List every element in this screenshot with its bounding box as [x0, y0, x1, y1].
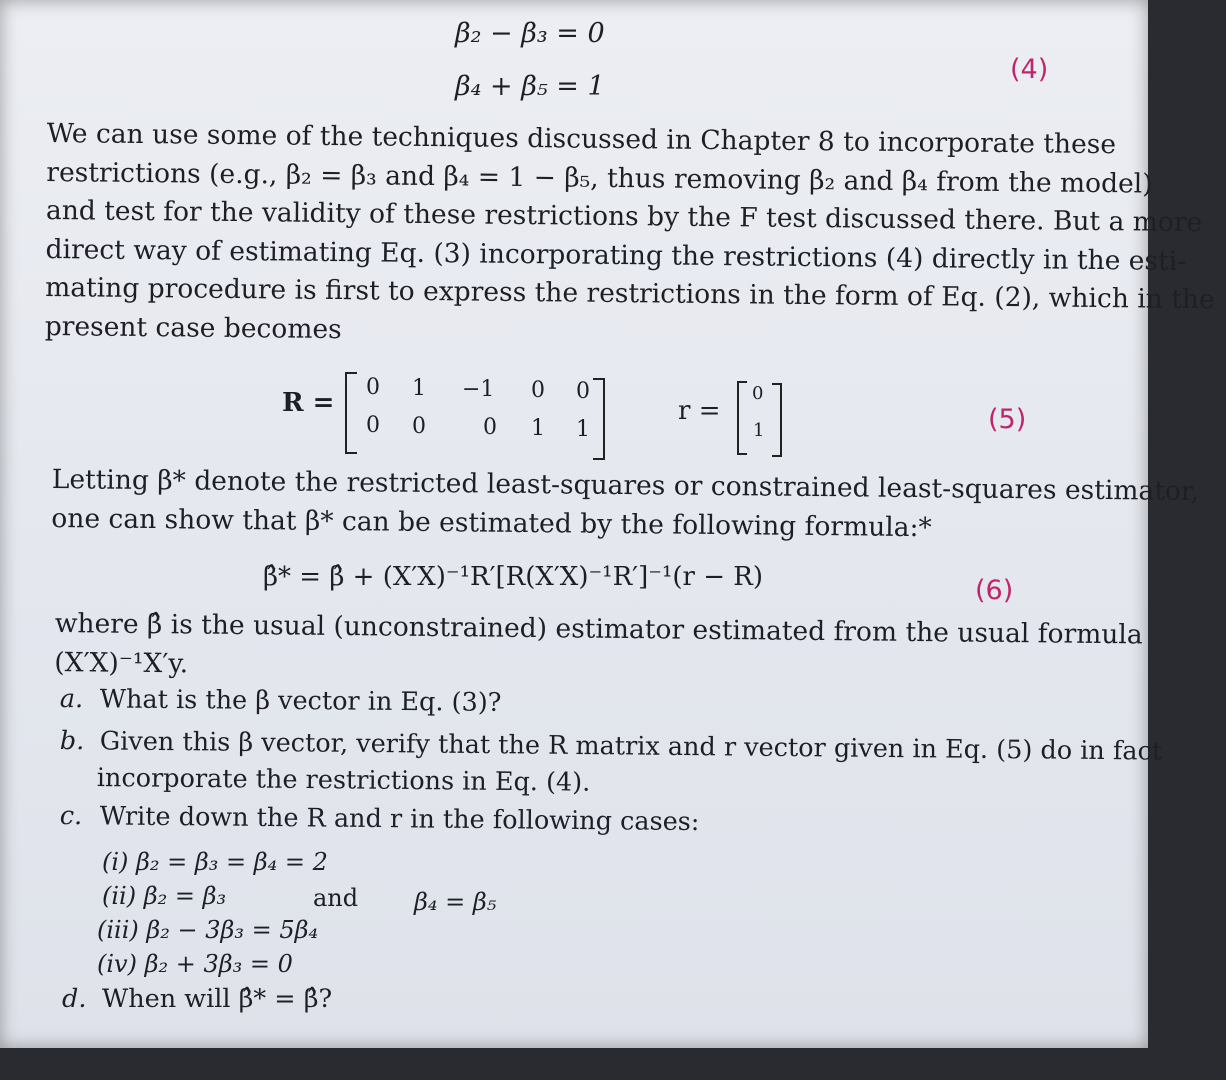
case-ii-and: and [313, 884, 359, 912]
case-ii-right: β₄ = β₅ [414, 888, 497, 916]
equation-number-5: (5) [988, 404, 1027, 435]
paragraph-estimator [51, 461, 1200, 549]
paragraph-line: direct way of estimating Eq. (3) incorporating the restrictions (4) directly in the esti- [45, 233, 1187, 277]
question-letter: d. [62, 984, 87, 1014]
matrix-cell: 0 [483, 415, 497, 440]
paragraph-line: where β̂ is the usual (unconstrained) estimator estimated from the usual formula [54, 607, 1143, 651]
question-letter: b. [59, 726, 85, 757]
case-i: (i) β₂ = β₃ = β₄ = 2 [102, 848, 328, 876]
case-iii: (iii) β₂ − 3β₃ = 5β₄ [97, 916, 319, 944]
paragraph-line: present case becomes [44, 310, 342, 345]
question-text: When will β̂* = β̂? [102, 984, 333, 1014]
matrix-cell: 0 [366, 413, 380, 438]
paragraph-line: mating procedure is first to express the restrictions in the form of Eq. (2), which in the [45, 271, 1215, 316]
question-d [62, 984, 332, 1014]
paragraph-line: Letting β* denote the restricted least-squares or constrained least-squares estimator, [51, 463, 1200, 508]
paragraph-line: (X′X)⁻¹X′y. [54, 646, 189, 679]
question-letter: a. [59, 684, 84, 715]
case-iv: (iv) β₂ + 3β₃ = 0 [97, 950, 293, 978]
matrix-cell: 1 [576, 417, 590, 442]
question-b [60, 726, 1163, 767]
matrix-cell: 0 [412, 414, 426, 439]
paragraph-line: We can use some of the techniques discussed in Chapter 8 to incorporate these [46, 117, 1117, 161]
vector-cell: 1 [753, 420, 765, 441]
matrix-R-label: R = [282, 388, 335, 418]
question-text: Given this β vector, verify that the R matrix and r vector given in Eq. (5) do in fact [99, 726, 1163, 767]
vector-r-right-bracket [772, 383, 782, 457]
paragraph-line: and test for the validity of these restrictions by the F test discussed there. But a more [45, 194, 1203, 239]
question-b-continued: incorporate the restrictions in Eq. (4). [96, 763, 591, 798]
case-ii: (ii) β₂ = β₃ [102, 882, 227, 910]
question-a [60, 684, 502, 718]
vector-cell: 0 [752, 383, 764, 404]
paragraph-intro [44, 115, 1215, 357]
matrix-cell: 0 [366, 375, 380, 400]
matrix-cell: 0 [531, 378, 545, 403]
restriction-eq-2: β₄ + β₅ = 1 [455, 71, 605, 102]
matrix-R-left-bracket [345, 372, 357, 454]
question-letter: c. [59, 801, 83, 832]
matrix-R-right-bracket [593, 378, 605, 460]
paragraph-line: one can show that β* can be estimated by the following formula:* [51, 502, 932, 543]
paragraph-where [54, 605, 1143, 693]
restriction-eq-1: β₂ − β₃ = 0 [455, 18, 605, 49]
question-text: Write down the R and r in the following cases: [99, 801, 700, 838]
formula-6: β̂* = β̂ + (X′X)⁻¹R′[R(X′X)⁻¹R′]⁻¹(r − R) [263, 562, 763, 592]
vector-r-label: r = [678, 396, 721, 426]
matrix-cell: 1 [531, 416, 545, 441]
paragraph-line: restrictions (e.g., β₂ = β₃ and β₄ = 1 − β₅, thus removing β₂ and β₄ from the model) [46, 156, 1153, 200]
matrix-cell: 1 [412, 376, 426, 401]
question-text: What is the β vector in Eq. (3)? [99, 684, 502, 718]
question-c [60, 801, 700, 837]
vector-r-left-bracket [737, 381, 747, 455]
matrix-cell: 0 [576, 379, 590, 404]
matrix-cell: −1 [462, 377, 495, 402]
equation-number-4: (4) [1010, 54, 1049, 85]
equation-number-6: (6) [975, 575, 1014, 606]
